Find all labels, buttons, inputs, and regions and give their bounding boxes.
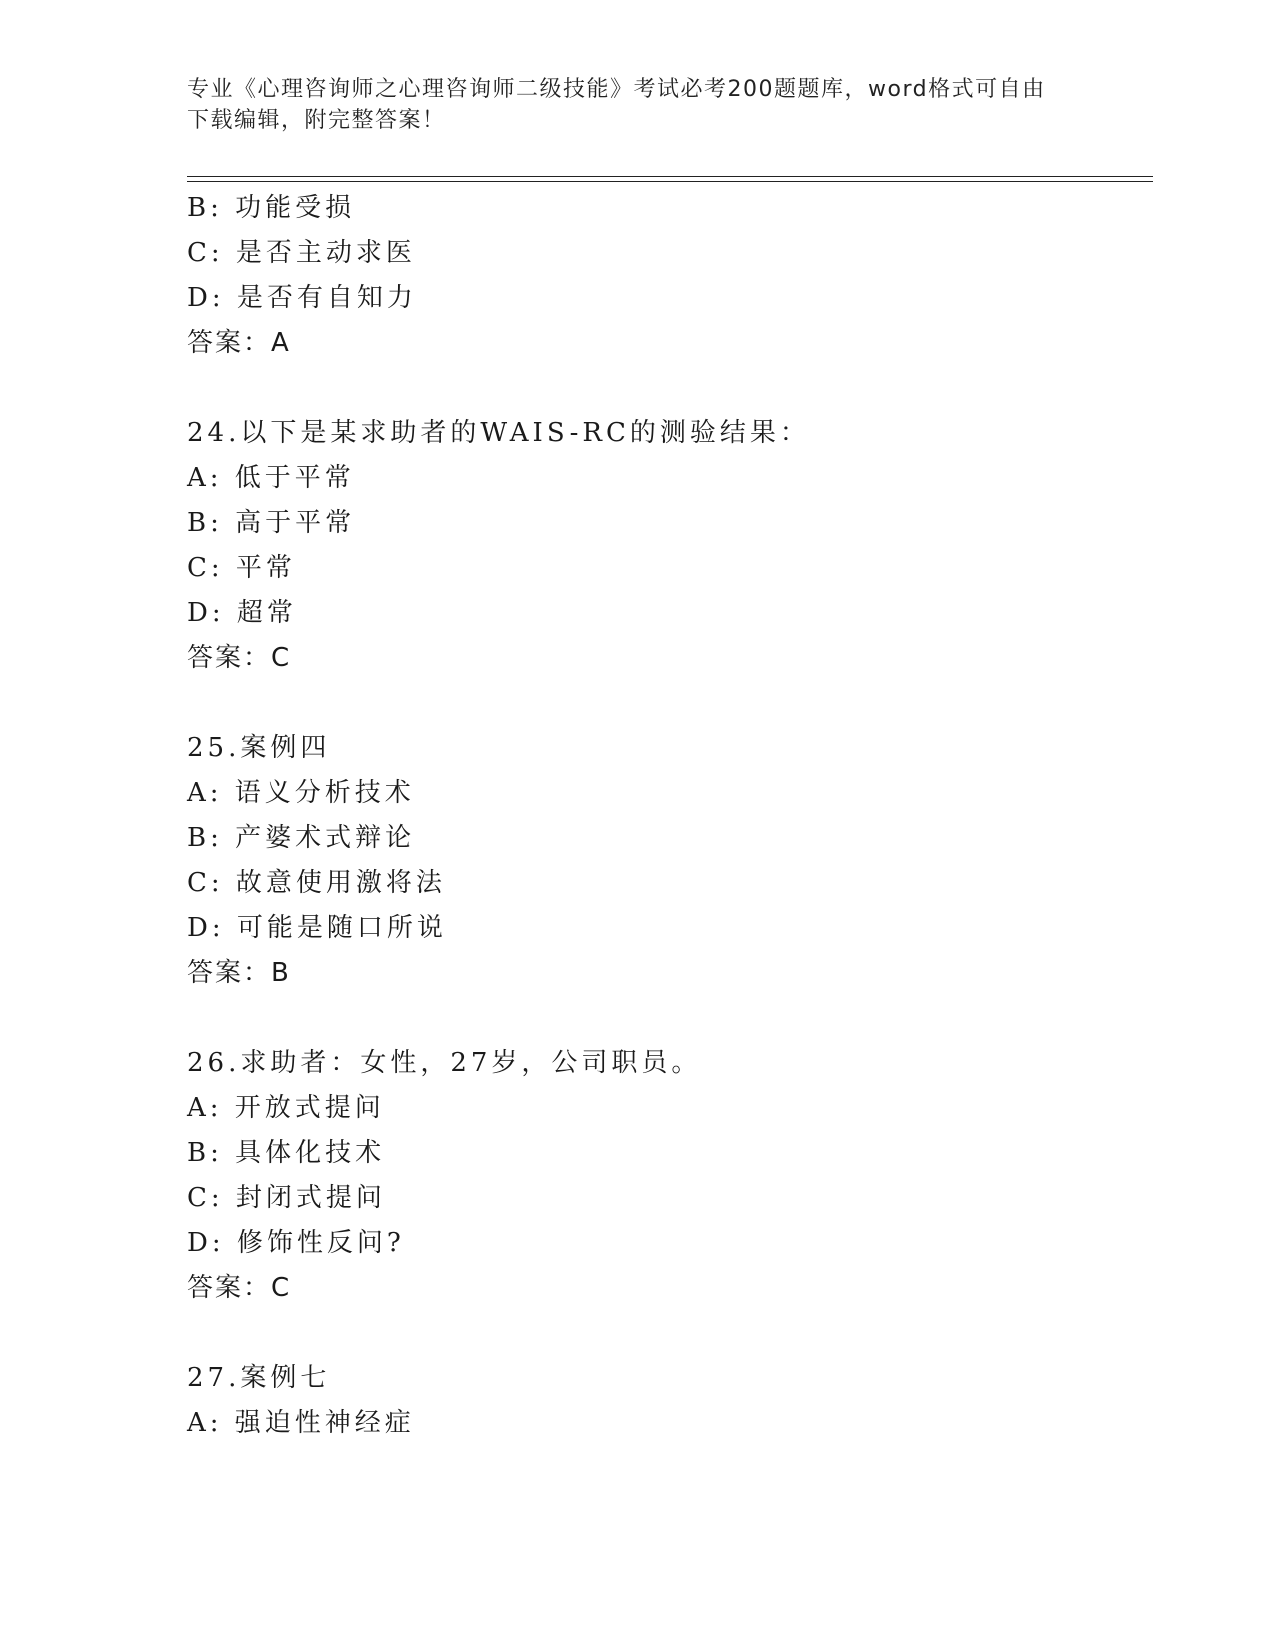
- header-rule-bottom: [187, 181, 1153, 182]
- q24-question: 24.以下是某求助者的WAIS-RC的测验结果：: [187, 418, 810, 448]
- q26-option-c: C: 封闭式提问: [187, 1183, 386, 1213]
- q24-answer: 答案：C: [187, 643, 292, 673]
- q27-question: 27.案例七: [187, 1363, 331, 1393]
- q27-option-a: A: 强迫性神经症: [187, 1408, 415, 1438]
- q24-option-b: B: 高于平常: [187, 508, 356, 538]
- q23-option-c: C: 是否主动求医: [187, 238, 416, 268]
- q25-option-d: D: 可能是随口所说: [187, 913, 447, 943]
- q26-question: 26.求助者：女性，27岁，公司职员。: [187, 1048, 702, 1078]
- q25-question: 25.案例四: [187, 733, 331, 763]
- header-rule-top: [187, 176, 1153, 177]
- q23-answer: 答案：A: [187, 328, 291, 358]
- q23-option-b: B: 功能受损: [187, 193, 356, 223]
- q26-option-d: D: 修饰性反问?: [187, 1228, 405, 1258]
- q24-option-d: D: 超常: [187, 598, 297, 628]
- q24-option-c: C: 平常: [187, 553, 296, 583]
- q26-option-a: A: 开放式提问: [187, 1093, 385, 1123]
- q25-option-c: C: 故意使用激将法: [187, 868, 446, 898]
- q24-option-a: A: 低于平常: [187, 463, 355, 493]
- q23-option-d: D: 是否有自知力: [187, 283, 417, 313]
- q26-option-b: B: 具体化技术: [187, 1138, 386, 1168]
- document-header: 专业《心理咨询师之心理咨询师二级技能》考试必考200题题库，word格式可自由下载编辑，附完整答案！: [187, 77, 1046, 133]
- q25-option-a: A: 语义分析技术: [187, 778, 415, 808]
- q25-option-b: B: 产婆术式辩论: [187, 823, 416, 853]
- q25-answer: 答案：B: [187, 958, 291, 988]
- q26-answer: 答案：C: [187, 1273, 292, 1303]
